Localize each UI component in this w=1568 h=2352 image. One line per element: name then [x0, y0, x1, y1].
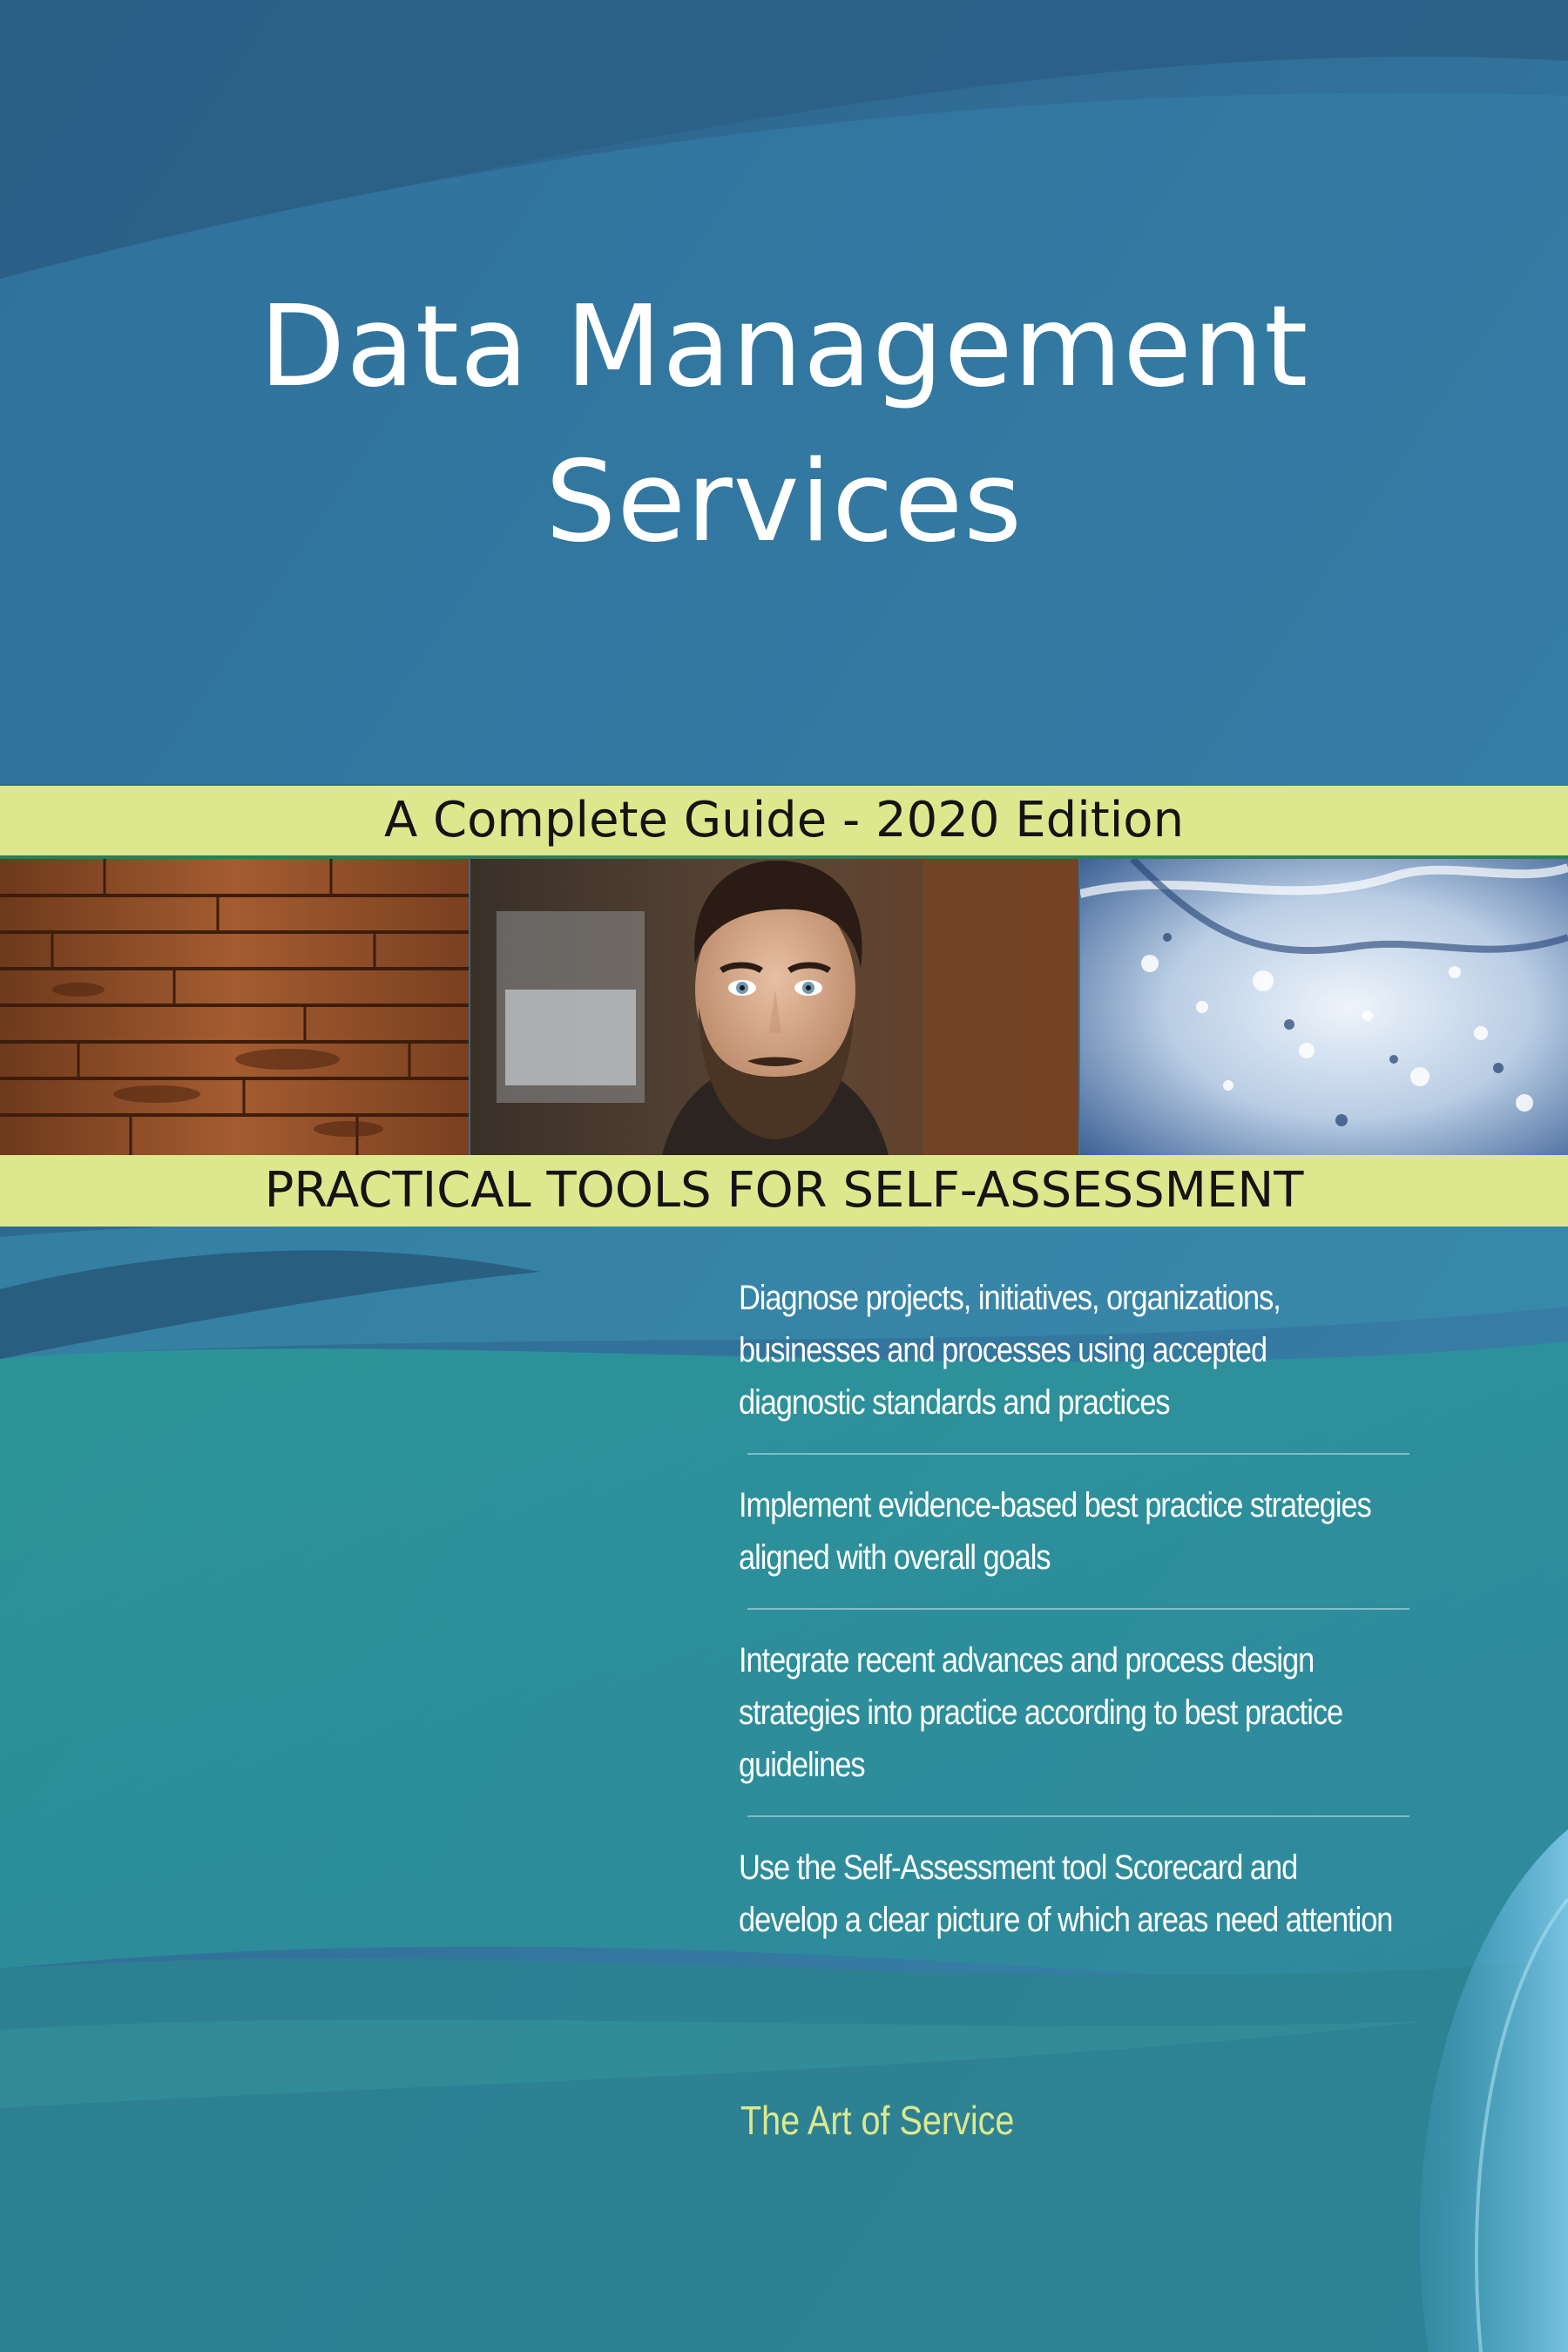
water-splash-photo: [1080, 859, 1568, 1155]
feature-item: Implement evidence-based best practice strategies aligned with overall goals: [739, 1486, 1371, 1577]
subtitle-band: [0, 786, 1568, 859]
title-line-1: Data Management: [259, 282, 1309, 412]
divider: [747, 1453, 1409, 1455]
wood-planks-photo: [0, 859, 469, 1155]
photo-strip: [0, 859, 1568, 1155]
publisher-name: The Art of Service: [740, 2098, 1015, 2143]
bearded-man-portrait-photo: [470, 859, 1078, 1155]
tagline: PRACTICAL TOOLS FOR SELF-ASSESSMENT: [264, 1162, 1304, 1219]
divider: [747, 1608, 1409, 1610]
title-line-2: Services: [545, 437, 1023, 567]
feature-list: [739, 1272, 1418, 1946]
feature-item: Diagnose projects, initiatives, organizations, businesses and processes using accepted diagnostic standards and practices: [739, 1279, 1281, 1422]
subtitle: A Complete Guide - 2020 Edition: [383, 792, 1185, 848]
feature-item: Use the Self-Assessment tool Scorecard and develop a clear picture of which areas need attention: [739, 1848, 1393, 1939]
divider: [747, 1815, 1409, 1817]
tagline-band: [0, 1155, 1568, 1227]
feature-item: Integrate recent advances and process design strategies into practice according to best practice guidelines: [739, 1641, 1343, 1784]
book-title: [0, 270, 1568, 580]
